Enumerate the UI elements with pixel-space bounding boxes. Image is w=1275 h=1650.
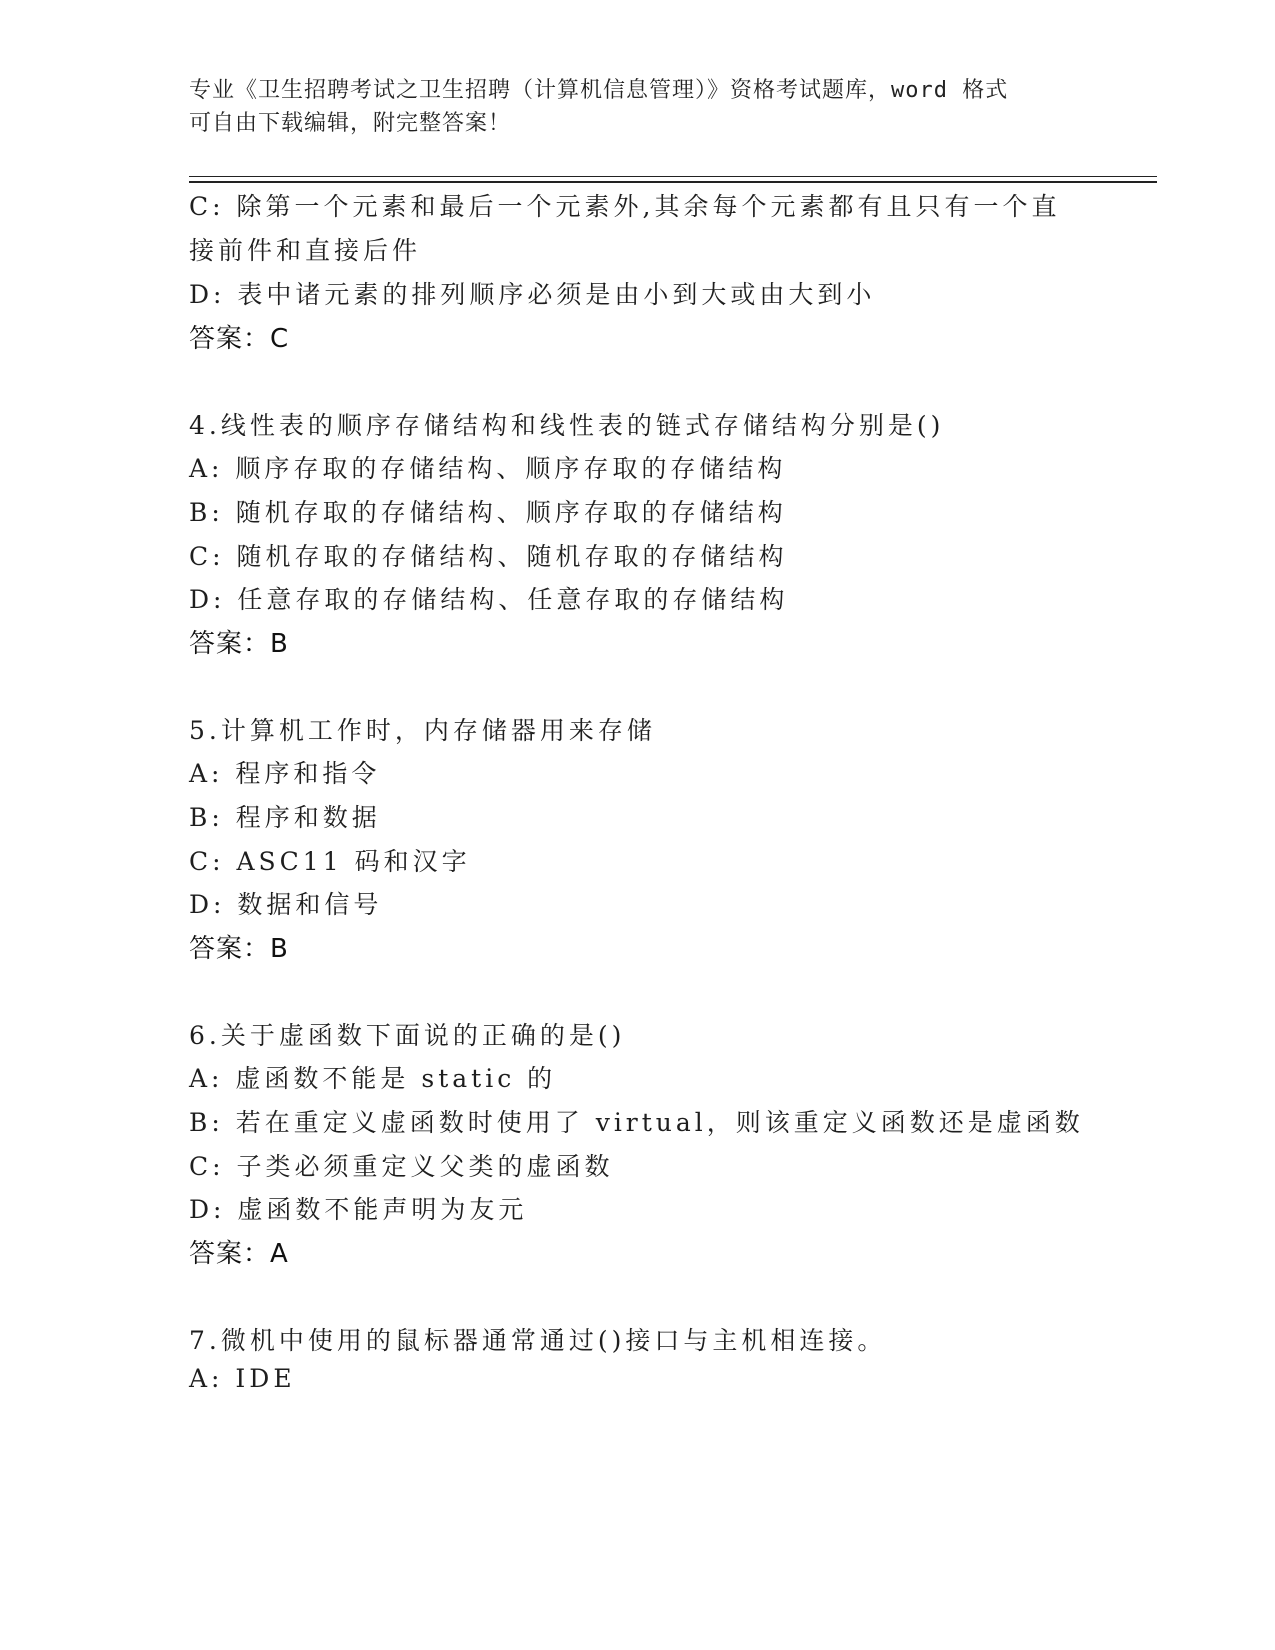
q5-question: 5.计算机工作时，内存储器用来存储 <box>189 716 656 745</box>
q6-option-d: D: 虚函数不能声明为友元 <box>189 1195 528 1224</box>
q3-option-c-line-2: 接前件和直接后件 <box>189 236 422 265</box>
q4-option-d: D: 任意存取的存储结构、任意存取的存储结构 <box>189 585 789 614</box>
q5-option-b: B: 程序和数据 <box>189 803 381 832</box>
header-divider-thick <box>189 181 1157 183</box>
q6-option-c: C: 子类必须重定义父类的虚函数 <box>189 1152 614 1181</box>
q3-answer: 答案：C <box>189 324 290 354</box>
q7-question: 7.微机中使用的鼠标器通常通过()接口与主机相连接。 <box>189 1326 887 1355</box>
q6-option-a: A: 虚函数不能是 static 的 <box>189 1064 557 1093</box>
q4-answer: 答案：B <box>189 629 289 659</box>
header-line-1: 专业《卫生招聘考试之卫生招聘（计算机信息管理）》资格考试题库，word 格式 <box>189 78 1009 103</box>
header-divider-thin <box>189 176 1157 177</box>
q5-answer: 答案：B <box>189 934 289 964</box>
q3-option-c-line-1: C: 除第一个元素和最后一个元素外,其余每个元素都有且只有一个直 <box>189 192 1061 221</box>
q6-answer: 答案：A <box>189 1239 289 1269</box>
q7-option-a: A: IDE <box>189 1364 296 1393</box>
q4-option-b: B: 随机存取的存储结构、顺序存取的存储结构 <box>189 498 787 527</box>
q4-option-a: A: 顺序存取的存储结构、顺序存取的存储结构 <box>189 454 787 483</box>
q6-question: 6.关于虚函数下面说的正确的是() <box>189 1021 626 1050</box>
document-header <box>189 74 1089 140</box>
q5-option-a: A: 程序和指令 <box>189 759 381 788</box>
q6-option-b: B: 若在重定义虚函数时使用了 virtual，则该重定义函数还是虚函数 <box>189 1108 1084 1137</box>
q5-option-d: D: 数据和信号 <box>189 890 383 919</box>
q3-option-d: D: 表中诸元素的排列顺序必须是由小到大或由大到小 <box>189 280 876 309</box>
header-line-2: 可自由下载编辑，附完整答案！ <box>189 111 512 136</box>
q4-question: 4.线性表的顺序存储结构和线性表的链式存储结构分别是() <box>189 411 945 440</box>
q5-option-c: C: ASC11 码和汉字 <box>189 847 471 876</box>
q4-option-c: C: 随机存取的存储结构、随机存取的存储结构 <box>189 542 788 571</box>
